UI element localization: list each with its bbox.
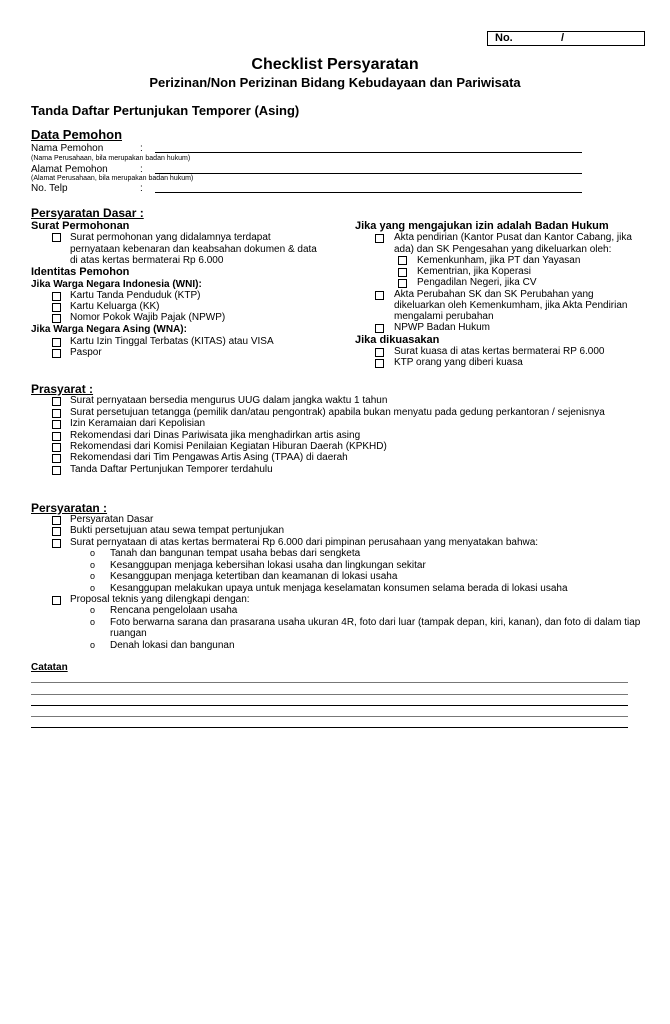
- checkbox[interactable]: [52, 292, 61, 301]
- catatan-line[interactable]: [31, 705, 628, 706]
- checkbox[interactable]: [52, 314, 61, 323]
- document-number-box: [487, 31, 645, 46]
- proposal-sub-item: Denah lokasi dan bangunan: [110, 640, 235, 651]
- checkbox[interactable]: [52, 349, 61, 358]
- colon: :: [140, 143, 143, 154]
- prasyarat-item: Rekomendasi dari Tim Pengawas Artis Asing (TPAA) di daerah: [70, 452, 348, 463]
- checkbox[interactable]: [52, 516, 61, 525]
- number-slash: /: [561, 32, 565, 44]
- prasyarat-item: Rekomendasi dari Dinas Pariwisata jika menghadirkan artis asing: [70, 430, 361, 441]
- akta-sub-item: Kemenkunham, jika PT dan Yayasan: [417, 255, 581, 266]
- bullet: o: [90, 640, 96, 650]
- checkbox[interactable]: [52, 420, 61, 429]
- bullet: o: [90, 571, 96, 581]
- proposal-sub-item: Foto berwarna sarana dan prasarana usaha ukuran 4R, foto dari luar (tampak depan, kiri, kanan), dan foto di dalam tiap: [110, 617, 641, 628]
- catatan-line[interactable]: [31, 727, 628, 728]
- catatan-line[interactable]: [31, 694, 628, 695]
- field-label-nama: Nama Pemohon: [31, 143, 104, 154]
- checkbox[interactable]: [375, 348, 384, 357]
- wni-item: Kartu Tanda Penduduk (KTP): [70, 290, 201, 301]
- npwp-badan-hukum: NPWP Badan Hukum: [394, 322, 490, 333]
- nama-input-line[interactable]: [155, 152, 582, 153]
- bullet: o: [90, 617, 96, 627]
- checkbox[interactable]: [52, 397, 61, 406]
- catatan-heading: Catatan: [31, 662, 68, 673]
- checkbox[interactable]: [398, 256, 407, 265]
- prasyarat-heading: Prasyarat :: [31, 382, 94, 396]
- identitas-heading: Identitas Pemohon: [31, 266, 130, 278]
- proposal-item: Proposal teknis yang dilengkapi dengan:: [70, 594, 250, 605]
- dikuasakan-item: KTP orang yang diberi kuasa: [394, 357, 523, 368]
- checkbox[interactable]: [52, 466, 61, 475]
- checkbox[interactable]: [52, 409, 61, 418]
- wni-item: Kartu Keluarga (KK): [70, 301, 160, 312]
- alamat-input-line[interactable]: [155, 173, 582, 174]
- pernyataan-sub-item: Kesanggupan menjaga kebersihan lokasi usaha dan lingkungan sekitar: [110, 560, 426, 571]
- prasyarat-item: Surat persetujuan tetangga (pemilik dan/atau pengontrak) apabila bukan menyatu pada gedung perkantoran / sejenisnya: [70, 407, 605, 418]
- wna-item: Kartu Izin Tinggal Terbatas (KITAS) atau VISA: [70, 336, 274, 347]
- catatan-line[interactable]: [31, 716, 628, 717]
- field-label-alamat: Alamat Pemohon: [31, 164, 108, 175]
- persyaratan-dasar-heading: Persyaratan Dasar :: [31, 206, 144, 220]
- persyaratan-heading: Persyaratan :: [31, 501, 108, 515]
- akta-sub-item: Kementrian, jika Koperasi: [417, 266, 531, 277]
- wni-item: Nomor Pokok Wajib Pajak (NPWP): [70, 312, 226, 323]
- checkbox[interactable]: [52, 432, 61, 441]
- bullet: o: [90, 560, 96, 570]
- surat-permohonan-line1: Surat permohonan yang didalamnya terdapat: [70, 232, 271, 243]
- prasyarat-item: Rekomendasi dari Komisi Penilaian Kegiatan Hiburan Daerah (KPKHD): [70, 441, 387, 452]
- checkbox[interactable]: [52, 303, 61, 312]
- document-title: Tanda Daftar Pertunjukan Temporer (Asing): [31, 103, 300, 118]
- number-label: No.: [495, 32, 513, 44]
- bullet: o: [90, 605, 96, 615]
- prasyarat-item: Izin Keramaian dari Kepolisian: [70, 418, 206, 429]
- page-title: Checklist Persyaratan: [251, 56, 419, 73]
- checkbox[interactable]: [52, 443, 61, 452]
- checkbox[interactable]: [398, 279, 407, 288]
- catatan-line[interactable]: [31, 682, 628, 683]
- wni-heading: Jika Warga Negara Indonesia (WNI):: [31, 279, 202, 290]
- proposal-sub-item-cont: ruangan: [110, 628, 147, 639]
- bullet: o: [90, 548, 96, 558]
- page-subtitle: Perizinan/Non Perizinan Bidang Kebudayaan dan Pariwisata: [149, 75, 521, 90]
- persyaratan-item: Surat pernyataan di atas kertas bermaterai Rp 6.000 dari pimpinan perusahaan yang menyatakan bahwa:: [70, 537, 539, 548]
- badan-hukum-heading: Jika yang mengajukan izin adalah Badan Hukum: [355, 220, 609, 232]
- telp-input-line[interactable]: [155, 192, 582, 193]
- akta-line2: ada) dan SK Pengesahan yang dikeluarkan oleh:: [394, 244, 612, 255]
- field-note-alamat: (Alamat Perusahaan, bila merupakan badan hukum): [31, 175, 194, 182]
- persyaratan-item: Persyaratan Dasar: [70, 514, 154, 525]
- bullet: o: [90, 583, 96, 593]
- surat-permohonan-line2: pernyataan kebenaran dan keabsahan dokumen & data: [70, 244, 317, 255]
- checkbox[interactable]: [375, 359, 384, 368]
- data-pemohon-heading: Data Pemohon: [31, 127, 123, 142]
- checkbox[interactable]: [52, 338, 61, 347]
- wna-heading: Jika Warga Negara Asing (WNA):: [31, 324, 187, 335]
- pernyataan-sub-item: Tanah dan bangunan tempat usaha bebas dari sengketa: [110, 548, 361, 559]
- checkbox[interactable]: [52, 539, 61, 548]
- prasyarat-item: Tanda Daftar Pertunjukan Temporer terdahulu: [70, 464, 273, 475]
- perubahan-line3: mengalami perubahan: [394, 311, 494, 322]
- checkbox[interactable]: [52, 233, 61, 242]
- persyaratan-item: Bukti persetujuan atau sewa tempat pertunjukan: [70, 525, 285, 536]
- checkbox[interactable]: [375, 234, 384, 243]
- checkbox[interactable]: [375, 291, 384, 300]
- field-note-nama: (Nama Perusahaan, bila merupakan badan hukum): [31, 155, 191, 162]
- akta-sub-item: Pengadilan Negeri, jika CV: [417, 277, 537, 288]
- dikuasakan-item: Surat kuasa di atas kertas bermaterai RP 6.000: [394, 346, 605, 357]
- akta-line1: Akta pendirian (Kantor Pusat dan Kantor Cabang, jika: [394, 232, 632, 243]
- perubahan-line2: dikeluarkan oleh Kemenkumham, jika Akta Pendirian: [394, 300, 628, 311]
- field-label-telp: No. Telp: [31, 183, 68, 194]
- surat-permohonan-line3: di atas kertas bermaterai Rp 6.000: [70, 255, 224, 266]
- pernyataan-sub-item: Kesanggupan melakukan upaya untuk menjaga keselamatan konsumen selama berada di lokasi usaha: [110, 583, 568, 594]
- checkbox[interactable]: [398, 268, 407, 277]
- wna-item: Paspor: [70, 347, 102, 358]
- checkbox[interactable]: [52, 596, 61, 605]
- perubahan-line1: Akta Perubahan SK dan SK Perubahan yang: [394, 289, 594, 300]
- prasyarat-item: Surat pernyataan bersedia mengurus UUG dalam jangka waktu 1 tahun: [70, 395, 388, 406]
- checkbox[interactable]: [52, 527, 61, 536]
- surat-permohonan-heading: Surat Permohonan: [31, 220, 130, 232]
- checkbox[interactable]: [52, 454, 61, 463]
- pernyataan-sub-item: Kesanggupan menjaga ketertiban dan keamanan di lokasi usaha: [110, 571, 398, 582]
- colon: :: [140, 164, 143, 175]
- checkbox[interactable]: [375, 324, 384, 333]
- proposal-sub-item: Rencana pengelolaan usaha: [110, 605, 238, 616]
- dikuasakan-heading: Jika dikuasakan: [355, 334, 440, 346]
- colon: :: [140, 183, 143, 194]
